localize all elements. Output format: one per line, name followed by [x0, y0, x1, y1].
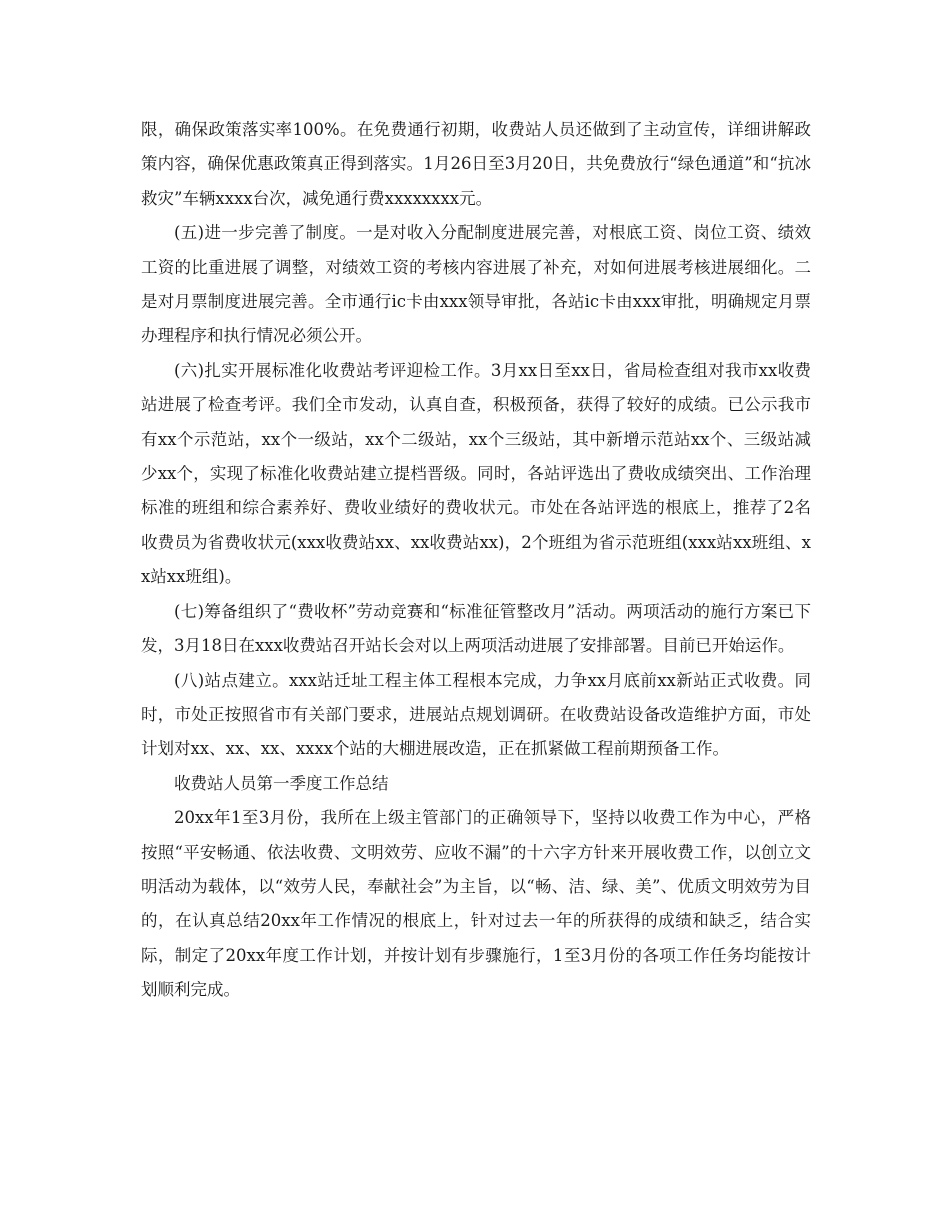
paragraph-section-7: (七)筹备组织了“费收杯”劳动竞赛和“标准征管整改月”活动。两项活动的施行方案已下发，3月18日在xxx收费站召开站长会对以上两项活动进展了安排部署。目前已开始运作。: [141, 601, 811, 656]
paragraph-section-8: (八)站点建立。xxx站迁址工程主体工程根本完成，力争xx月底前xx新站正式收费。同时，市处正按照省市有关部门要求，进展站点规划调研。在收费站设备改造维护方面，市处计划对xx、xx、xx、xxxx个站的大棚进展改造，正在抓紧做工程前期预备工作。: [141, 670, 811, 759]
paragraph-section-5: (五)进一步完善了制度。一是对收入分配制度进展完善，对根底工资、岗位工资、绩效工资的比重进展了调整，对绩效工资的考核内容进展了补充，对如何进展考核进展细化。二是对月票制度进展完善。全市通行ic卡由xxx领导审批，各站ic卡由xxx审批，明确规定月票办理程序和执行情况必须公开。: [141, 223, 811, 346]
paragraph-section-6: (六)扎实开展标准化收费站考评迎检工作。3月xx日至xx日，省局检查组对我市xx收费站进展了检查考评。我们全市发动，认真自查，积极预备，获得了较好的成绩。已公示我市有xx个示范站，xx个一级站，xx个二级站，xx个三级站，其中新增示范站xx个、三级站减少xx个，实现了标准化收费站建立提档晋级。同时，各站评选出了费收成绩突出、工作治理标准的班组和综合素养好、费收业绩好的费收状元。市处在各站评选的根底上，推荐了2名收费员为省费收状元(xxx收费站xx、xx收费站xx)，2个班组为省示范班组(xxx站xx班组、xx站xx班组)。: [141, 360, 811, 587]
paragraph-summary: 20xx年1至3月份，我所在上级主管部门的正确领导下，坚持以收费工作为中心，严格按照“平安畅通、依法收费、文明效劳、应收不漏”的十六字方针来开展收费工作，以创立文明活动为载体，以“效劳人民，奉献社会”为主旨，以“畅、洁、绿、美”、优质文明效劳为目的，在认真总结20xx年工作情况的根底上，针对过去一年的所获得的成绩和缺乏，结合实际，制定了20xx年度工作计划，并按计划有步骤施行，1至3月份的各项工作任务均能按计划顺利完成。: [141, 808, 811, 1000]
paragraph-continuation: 限，确保政策落实率100%。在免费通行初期，收费站人员还做到了主动宣传，详细讲解政策内容，确保优惠政策真正得到落实。1月26日至3月20日，共免费放行“绿色通道”和“抗冰救灾”车辆xxxx台次，减免通行费xxxxxxxx元。: [141, 120, 811, 208]
document-body: [141, 113, 811, 1008]
section-heading: 收费站人员第一季度工作总结: [174, 773, 389, 793]
